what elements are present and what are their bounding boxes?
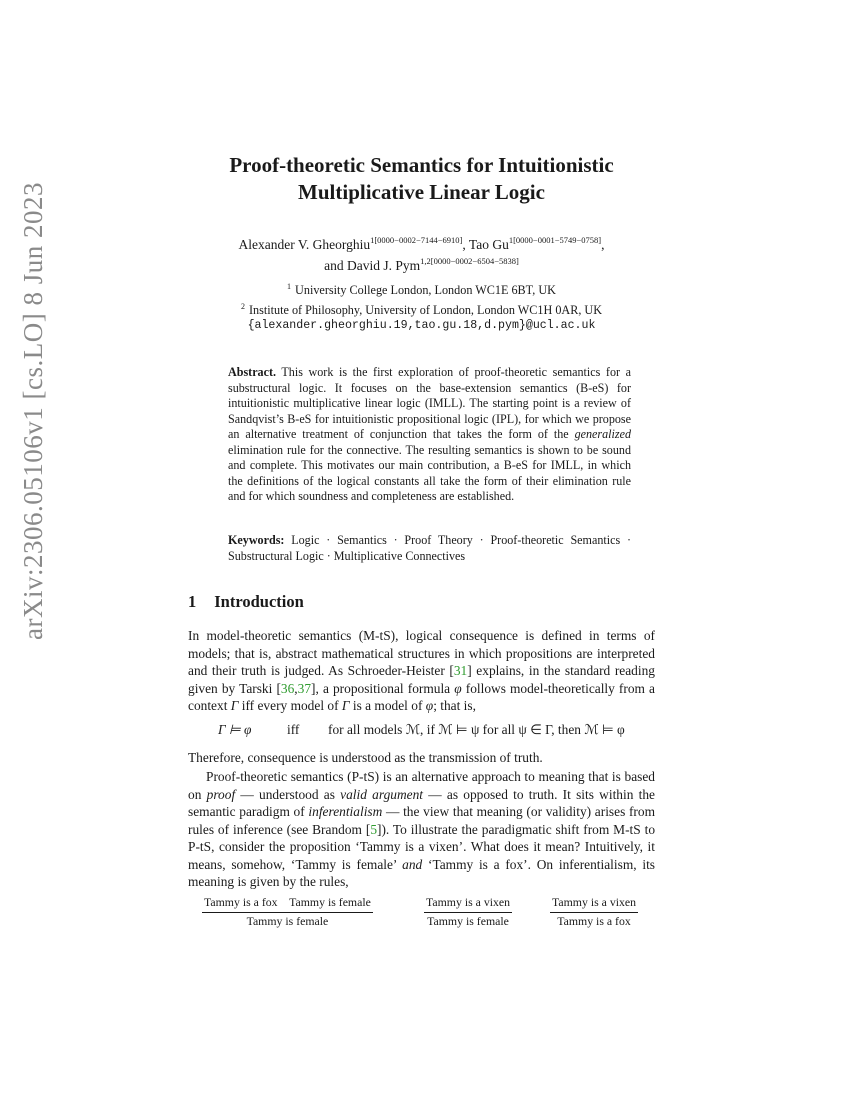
abstract-label: Abstract. — [228, 365, 277, 379]
abstract-text-2: elimination rule for the connective. The resulting semantics is shown to be sound and complete. This motivates our main contribution, a B-eS for IMLL, in which the definitions of the logical constants all take the form of their elimination rule and for which soundness and completeness are established. — [228, 442, 631, 503]
keywords-text: Logic · Semantics · Proof Theory · Proof-theoretic Semantics · Substructural Logic · Multiplicative Connectives — [228, 533, 631, 563]
section-number: 1 — [188, 592, 197, 611]
p1-text: ; that is, — [433, 698, 476, 713]
p1-text: ] explains, in the standard reading given by Tarski [ — [188, 663, 655, 696]
rule-conclusion: Tammy is a fox — [557, 914, 631, 928]
math-gamma: Γ — [341, 698, 350, 713]
p1-text: ], a propositional formula — [311, 680, 455, 696]
rule-premise: Tammy is a vixen — [426, 895, 511, 909]
affiliations — [188, 279, 655, 334]
p3-text: — the view that meaning (or validity) arises from rules of inference (see Brandom [ — [188, 804, 655, 837]
affiliation-2-mark: 2 — [240, 301, 245, 311]
author-list — [188, 232, 655, 274]
rule-bar — [550, 912, 638, 913]
paper-title — [188, 152, 655, 206]
rule-bar — [202, 912, 373, 913]
author-2-orcid[interactable]: 1[0000−0001−5749−0758] — [508, 235, 602, 245]
inference-rule-2 — [424, 895, 512, 929]
p1-text: follows model-theoretically from a context — [188, 680, 655, 713]
p1-text: , — [294, 680, 298, 696]
keywords — [228, 533, 631, 564]
affiliation-2-text: Institute of Philosophy, University of London, London WC1H 0AR, UK — [248, 302, 603, 317]
rule-premise: Tammy is a fox Tammy is female — [204, 895, 371, 909]
citation-link[interactable]: 36 — [280, 680, 295, 696]
author-3-orcid[interactable]: 1,2[0000−0002−6504−5838] — [420, 256, 519, 266]
author-separator: , — [601, 237, 605, 252]
p3-text: ]). To illustrate the paradigmatic shift from M-tS to P-tS, consider the proposition ‘Tammy is a vixen’. What does it mean? Intuitively, it means, somehow, ‘Tammy is female’ — [188, 821, 656, 872]
p1-text: iff every model of — [238, 698, 342, 713]
p3-text: — as opposed to truth. It sits within the semantic paradigm of — [188, 786, 655, 819]
citation-link[interactable]: 31 — [453, 663, 468, 678]
author-1-orcid[interactable]: 1[0000−0002−7144−6910] — [370, 235, 463, 245]
formula-rhs: for all models ℳ, if ℳ ⊨ ψ for all ψ ∈ Γ, then ℳ ⊨ φ — [328, 722, 625, 737]
author-3: and David J. Pym — [324, 258, 421, 273]
title-line-2: Multiplicative Linear Logic — [298, 180, 545, 204]
abstract — [228, 365, 631, 505]
affiliation-1-mark: 1 — [287, 282, 292, 291]
paragraph-3 — [188, 768, 655, 891]
citation-link[interactable]: 37 — [297, 680, 312, 696]
author-emails[interactable]: {alexander.gheorghiu.19,tao.gu.18,d.pym}@ucl.ac.uk — [247, 319, 596, 332]
formula-iff: iff — [287, 722, 300, 737]
p1-text: is a model of — [349, 698, 426, 713]
abstract-text-1: This work is the first exploration of proof-theoretic semantics for a substructural logic. It focuses on the base-extension semantics (B-eS) for intuitionistic multiplicative linear logic (IMLL). The starting point is a review of Sandqvist’s B-eS for intuitionistic propositional logic (IPL), for which we propose an alternative treatment of conjunction that takes the form of the — [228, 365, 631, 441]
section-title: Introduction — [214, 592, 304, 611]
rule-conclusion: Tammy is female — [427, 914, 509, 928]
formula-lhs: Γ ⊨ φ — [218, 722, 252, 737]
keywords-label: Keywords: — [228, 533, 285, 547]
section-heading — [188, 592, 304, 612]
math-phi: φ — [425, 698, 434, 713]
rule-conclusion: Tammy is female — [246, 914, 329, 928]
arxiv-identifier: arXiv:2306.05106v1 [cs.LO] 8 Jun 2023 — [18, 182, 48, 640]
author-1: Alexander V. Gheorghiu — [238, 237, 371, 252]
citation-link[interactable]: 5 — [370, 821, 378, 837]
p1-text: In model-theoretic semantics (M-tS), logical consequence is defined in terms of models; that is, abstract mathematical structures in which propositions are interpreted and their truth is judged. As Schroeder-Heister [ — [188, 628, 655, 678]
p3-emphasis: and — [402, 856, 423, 872]
inference-rule-3 — [550, 895, 638, 929]
p3-emphasis: valid argument — [340, 786, 424, 802]
p3-emphasis: inferentialism — [308, 804, 383, 819]
abstract-emphasis: generalized — [574, 427, 631, 441]
author-2: , Tao Gu — [462, 237, 509, 252]
affiliation-1-text: University College London, London WC1E 6BT, UK — [295, 283, 556, 297]
p3-text: ‘Tammy is a fox’. On inferentialism, its meaning is given by the rules, — [188, 856, 656, 889]
inference-rule-1 — [202, 895, 373, 929]
affiliation-1 — [188, 279, 655, 299]
math-phi: φ — [454, 680, 462, 696]
math-gamma: Γ — [230, 698, 239, 713]
paragraph-2: Therefore, consequence is understood as the transmission of truth. — [188, 750, 543, 765]
rule-bar — [424, 912, 512, 913]
paragraph-1 — [188, 627, 655, 715]
p3-emphasis: proof — [206, 786, 236, 802]
affiliation-2 — [188, 299, 655, 319]
p3-text: — understood as — [235, 786, 341, 802]
rule-premise: Tammy is a vixen — [552, 895, 637, 909]
inference-rules — [188, 895, 655, 935]
p3-text: Proof-theoretic semantics (P-tS) is an alternative approach to meaning that is based on — [188, 769, 655, 802]
title-line-1: Proof-theoretic Semantics for Intuitionistic — [229, 153, 614, 177]
